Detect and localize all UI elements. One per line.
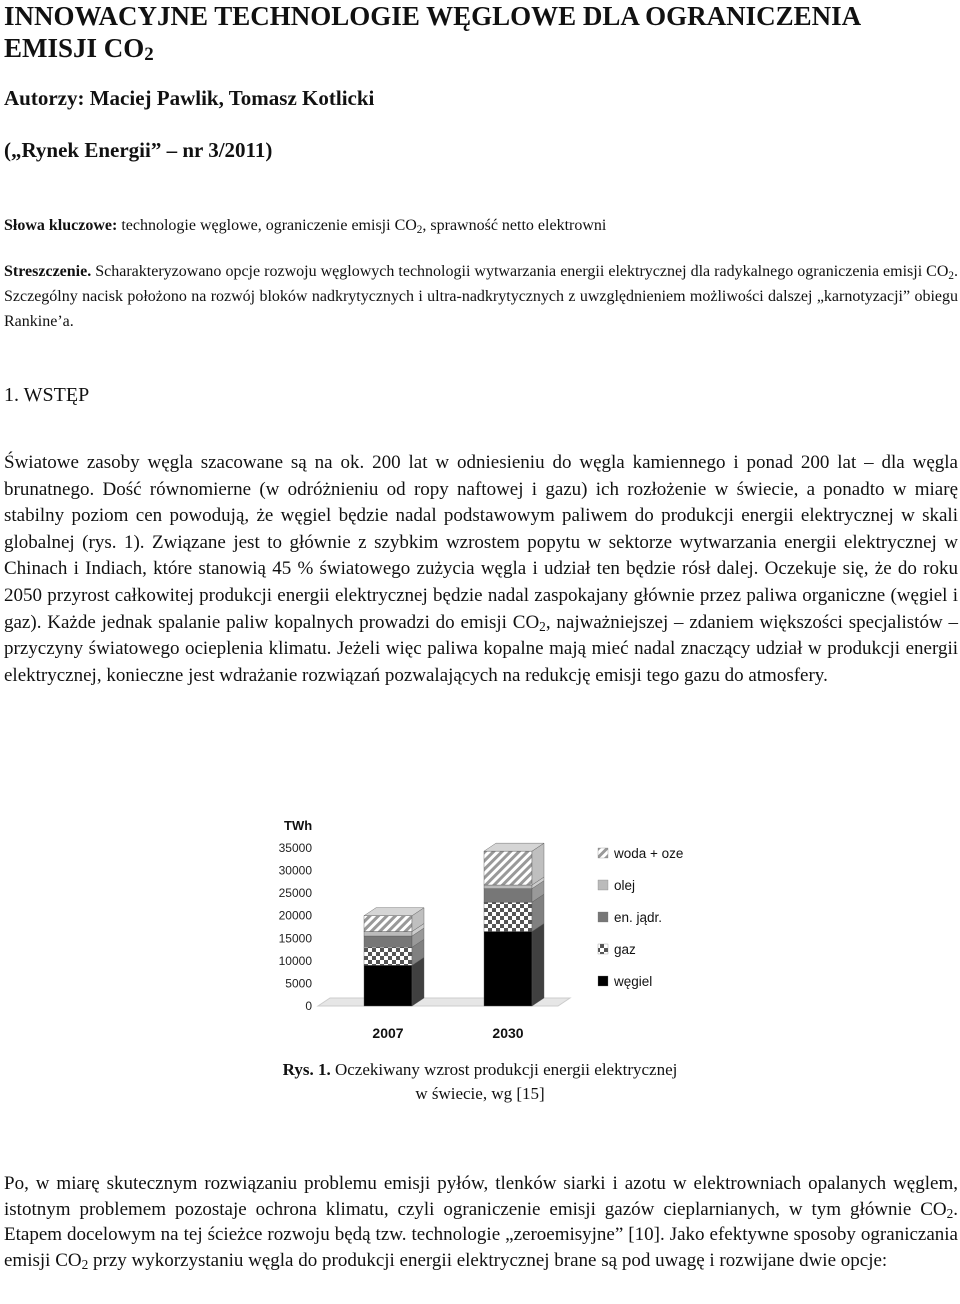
bar-segment (364, 932, 412, 937)
abstract-label: Streszczenie. (4, 263, 92, 280)
y-tick-label: 20000 (278, 908, 312, 923)
source-line: („Rynek Energii” – nr 3/2011) (4, 138, 273, 162)
y-tick-label: 30000 (278, 863, 312, 878)
bar-segment (364, 916, 412, 932)
keywords: Słowa kluczowe: technologie węglowe, ograniczenie emisji $CO_2$, sprawność netto elektrowni (4, 217, 607, 236)
bar-segment (484, 885, 532, 889)
bar-side (412, 957, 424, 1006)
body-paragraph-2: Po, w miarę skutecznym rozwiązaniu problemu emisji pyłów, tlenków siarki i azotu w elektrowniach opalanych węglem, istotnym problemem pozostaje ochrona klimatu, czyli ograniczenie emisji gazów cieplarnianych, w tym głównie $CO_2$. Etapem docelowym na tej ścieżce rozwoju będą tzw. technologie „zeroemisyjne” [10]. Jako efektywne sposoby ograniczania emisji $CO_2$ przy wykorzystaniu węgla do produkcji energii elektrycznej brane są pod uwagę i rozwijane dwie opcje: (4, 1173, 958, 1272)
document-title: INNOWACYJNE TECHNOLOGIE WĘGLOWE DLA OGRANICZENIA EMISJI $CO_2$ (4, 1, 860, 65)
bar-segment (484, 889, 532, 903)
bar-segment (484, 851, 532, 885)
y-axis-unit-label: TWh (284, 818, 313, 833)
energy-production-chart (268, 812, 728, 1048)
y-tick-label: 10000 (278, 953, 312, 968)
section-heading: 1. WSTĘP (4, 384, 90, 406)
legend-label: gaz (614, 942, 636, 957)
bar-segment (364, 965, 412, 1006)
keywords-label: Słowa kluczowe: (4, 217, 118, 234)
x-category-label: 2030 (492, 1025, 524, 1041)
legend-label: en. jądr. (614, 910, 663, 925)
caption-label: Rys. 1. (282, 1060, 331, 1079)
y-tick-label: 35000 (278, 841, 312, 855)
bar-segment (364, 936, 412, 947)
bar-segment (484, 902, 532, 931)
bar-side (532, 924, 544, 1006)
legend-swatch (598, 912, 608, 922)
abstract: Streszczenie. Scharakteryzowano opcje rozwoju węglowych technologii wytwarzania energii elektrycznej dla radykalnego ograniczenia emisji $CO_2$. Szczególny nacisk położono na rozwój bloków nadkrytycznych i ultra-nadkrytycznych z uwzględnieniem możliwości dalszej „karnotyzacji” obiegu Rankine’a. (4, 263, 958, 330)
y-tick-label: 0 (305, 999, 312, 1013)
legend-label: olej (614, 878, 636, 893)
x-category-label: 2007 (372, 1025, 404, 1041)
legend-label: węgiel (614, 974, 653, 989)
figure-caption: Rys. 1. Oczekiwany wzrost produkcji energii elektrycznej w świecie, wg [15] (282, 1060, 678, 1103)
y-tick-label: 25000 (278, 886, 312, 901)
legend-swatch (598, 944, 608, 954)
legend-label: woda + oze (614, 846, 684, 861)
legend-swatch (598, 848, 608, 858)
legend-swatch (598, 880, 608, 890)
bar-segment (364, 947, 412, 965)
y-tick-label: 5000 (285, 976, 312, 991)
intro-paragraph: Światowe zasoby węgla szacowane są na ok. 200 lat w odniesieniu do węgla kamiennego i ponad 200 lat – dla węgla brunatnego. Dość równomierne (w odróżnieniu od ropy naftowej i gazu) ich rozłożenie w świecie, a ponadto w miarę stabilny poziom cen powodują, że węgiel będzie nadal podstawowym paliwem do produkcji energii elektrycznej w skali globalnej (rys. 1). Związane jest to głównie z szybkim wzrostem popytu w sektorze wytwarzania energii elektrycznej w Chinach i Indiach, które stanowią 45 % światowego zużycia węgla i udział ten będzie rósł dalej. Oczekuje się, że do roku 2050 przyrost całkowitej produkcji energii elektrycznej będzie nadal zaspokajany głównie przez paliwa organiczne (węgiel i gaz). Każde jednak spalanie paliw kopalnych prowadzi do emisji $CO_2$, najważniejszej – zdaniem większości specjalistów – przyczyny światowego ocieplenia klimatu. Jeżeli więc paliwa kopalne mają mieć nadal znaczący udział w produkcji energii elektrycznej, konieczne jest wdrażanie rozwiązań pozwalających na redukcję emisji tego gazu do atmosfery. (4, 452, 958, 686)
y-tick-label: 15000 (278, 931, 312, 946)
bar-segment (484, 932, 532, 1006)
authors-line: Autorzy: Maciej Pawlik, Tomasz Kotlicki (4, 86, 375, 110)
legend-swatch (598, 976, 608, 986)
